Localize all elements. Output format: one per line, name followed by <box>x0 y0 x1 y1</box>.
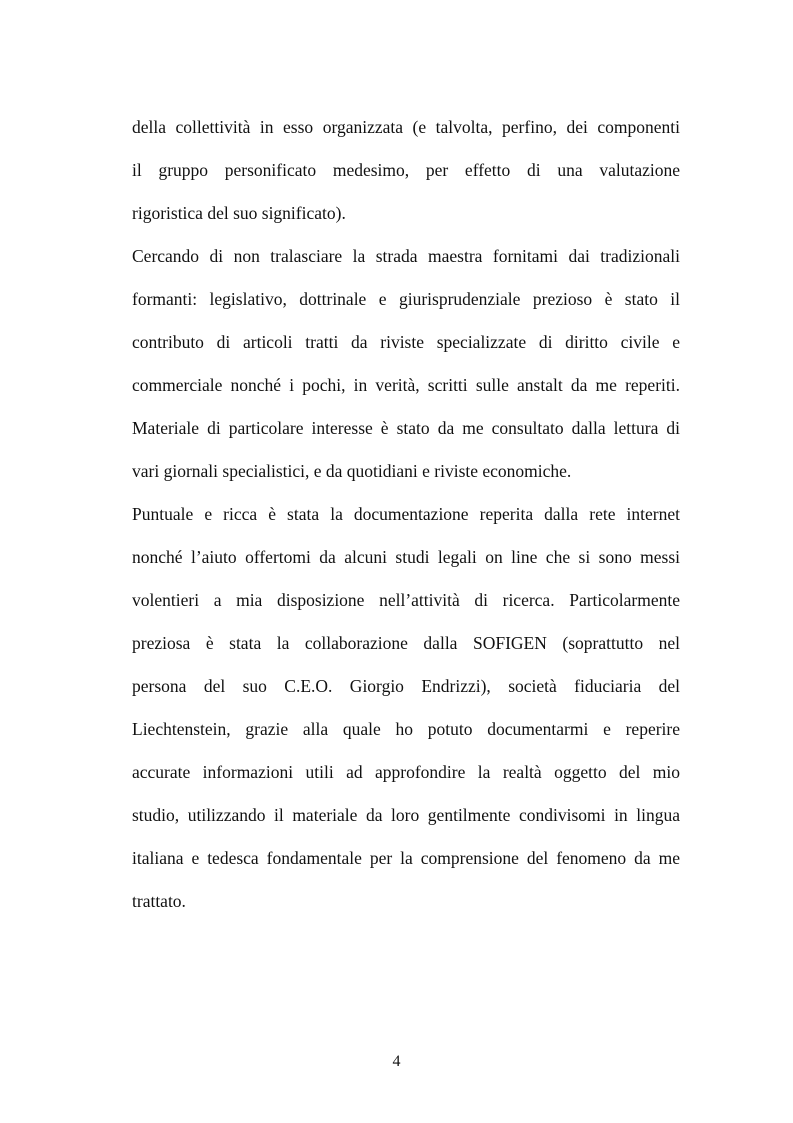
text-line: della collettività in esso organizzata (e talvolta, perfino, dei componenti <box>132 117 680 137</box>
text-line: commerciale nonché i pochi, in verità, scritti sulle anstalt da me reperiti. <box>132 375 680 395</box>
text-line: persona del suo C.E.O. Giorgio Endrizzi), società fiduciaria del <box>132 676 680 696</box>
text-line: accurate informazioni utili ad approfondire la realtà oggetto del mio <box>132 762 680 782</box>
text-line: volentieri a mia disposizione nell’attività di ricerca. Particolarmente <box>132 590 680 610</box>
text-line: preziosa è stata la collaborazione dalla SOFIGEN (soprattutto nel <box>132 633 680 653</box>
text-line: studio, utilizzando il materiale da loro gentilmente condivisomi in lingua <box>132 805 680 825</box>
text-line: Materiale di particolare interesse è stato da me consultato dalla lettura di <box>132 418 680 438</box>
text-line: rigoristica del suo significato). <box>132 203 346 223</box>
page-number: 4 <box>392 1053 401 1070</box>
text-line: vari giornali specialistici, e da quotidiani e riviste economiche. <box>132 461 572 481</box>
text-line: italiana e tedesca fondamentale per la comprensione del fenomeno da me <box>132 848 680 868</box>
text-line: formanti: legislativo, dottrinale e giurisprudenziale prezioso è stato il <box>132 289 680 309</box>
text-line: Puntuale e ricca è stata la documentazione reperita dalla rete internet <box>132 504 680 524</box>
body-text <box>132 110 680 927</box>
text-line: nonché l’aiuto offertomi da alcuni studi legali on line che si sono messi <box>132 547 680 567</box>
text-line: Cercando di non tralasciare la strada maestra fornitami dai tradizionali <box>132 246 680 266</box>
text-line: il gruppo personificato medesimo, per effetto di una valutazione <box>132 160 680 180</box>
text-line: trattato. <box>132 891 186 911</box>
text-line: contributo di articoli tratti da riviste specializzate di diritto civile e <box>132 332 680 352</box>
text-line: Liechtenstein, grazie alla quale ho potuto documentarmi e reperire <box>132 719 680 739</box>
